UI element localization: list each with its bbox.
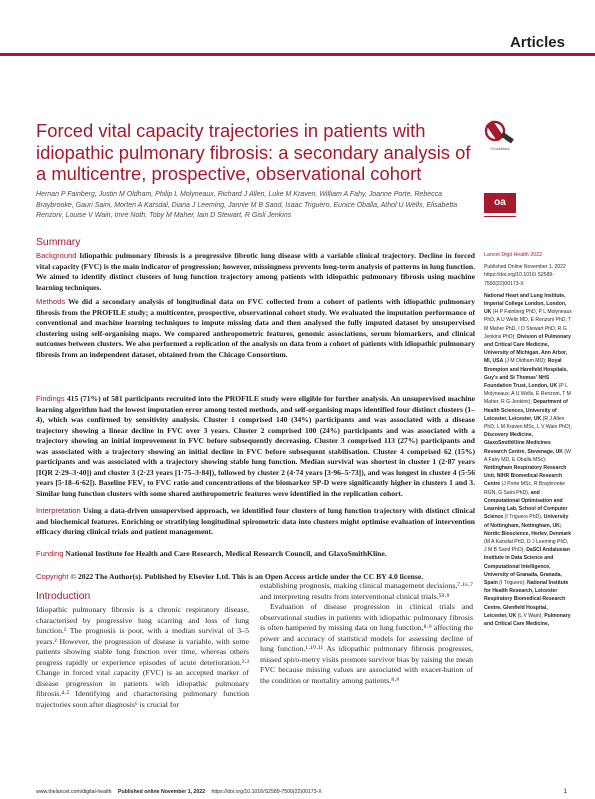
- footer-url[interactable]: www.thelancet.com/digital-health: [36, 789, 112, 795]
- summary-interpretation: [36, 506, 475, 538]
- affiliation-institution: Nottingham Respiratory Research Unit, NIHR Biomedical Research Centre: [484, 465, 567, 488]
- intro-paragraph: establishing prognosis, making clinical management decisions,⁷·¹⁶·⁷ and interpreting results from interventional clinical trials.⁵⁸·⁹: [260, 581, 473, 601]
- page-footer: [36, 789, 536, 795]
- article-sidebar: [484, 251, 572, 632]
- background-label: Background: [36, 251, 77, 260]
- introduction-left-column: [36, 605, 249, 710]
- findings-text: 415 (71%) of 581 participants recruited into the PROFILE study were eligible for further analysis. An unsupervised machine learning algorithm had the lowest imputation error among tested methods, and self-organising maps identified four distinct clusters (1–4), which was confirmed by sensitivity analysis. Cluster 1 comprised 140 (34%) participants and was associated with a disease trajectory showing a linear decline in FVC over 3 years. Cluster 2 comprised 100 (24%) participants and was associated with a trajectory showing an initial improvement in FVC before subsequently decreasing. Cluster 3 comprised 113 (27%) participants and was associated with a trajectory showing an initial decline in FVC before subsequent stabilisation. Cluster 4 comprised 62 (15%) participants and was associated with a trajectory showing stable lung function. Median survival was shortest in cluster 1 (2·87 years [IQR 2·29–3·40]) and cluster 3 (2·23 years [1·75–3·84]), followed by cluster 2 (4·74 years [3·96–5·73]), and was longest in cluster 4 (5·56 years [5·18–6·62]). Baseline FEV₁ to FVC ratio and concentrations of the biomarker SP-D were significantly higher in clusters 1 and 3. Similar lung function clusters with some shared anthropometric features were identified in the replication cohort.: [36, 394, 475, 498]
- sidebar-publication[interactable]: Published Online November 1, 2022 https://doi.org/10.1016/ S2589-7500(22)00173-X: [484, 264, 566, 287]
- summary-methods: [36, 297, 475, 360]
- introduction-right-column: [260, 581, 473, 686]
- badge-rule: [484, 216, 516, 217]
- affiliation-institution: University of Nottingham, Nottingham, UK; Nordic Bioscience, Herlev, Denmark: [484, 514, 572, 537]
- intro-paragraph: Idiopathic pulmonary fibrosis is a chronic respiratory disease, characterised by progressive lung scarring and loss of lung function.¹ The prognosis is poor, with a median survival of 3–5 years.² However, the progression of disease is variable, with some patients showing stable lung function over time, whereas others progress rapidly or experience episodes of acute deterioration.²·³ Change in forced vital capacity (FVC) is an accepted marker of disease progression in patients with idiopathic pulmonary fibrosis.⁴·⁵ Identifying and characterising pulmonary function trajectories soon after diagnosis⁶ is crucial for: [36, 605, 249, 709]
- affiliation-people: (R J Allen PhD, L M Kraven MSc, L V Wain PhD);: [484, 415, 572, 431]
- summary-funding: [36, 549, 475, 560]
- summary-heading: Summary: [36, 237, 81, 248]
- affiliation-institution: Pulmonary and Critical Care Medicine,: [484, 612, 571, 627]
- affiliation-institution: Royal Brompton and Harefield Hospitals, Guy's and St Thomas' NHS Foundation Trust, London, UK: [484, 358, 568, 390]
- interpretation-label: Interpretation: [36, 506, 81, 515]
- article-title: Forced vital capacity trajectories in patients with idiopathic pulmonary fibrosis: a secondary analysis of a multicentre, prospective, observational cohort: [36, 120, 471, 185]
- affiliation-people: (L V Wain);: [516, 612, 543, 619]
- affiliation-people: (J M Oldham MD);: [503, 358, 547, 365]
- affiliation-institution: Division of Pulmonary and Critical Care Medicine, University of Michigan, Ann Arbor, MI, USA: [484, 333, 571, 365]
- interpretation-text: Using a data-driven unsupervised approach, we identified four clusters of lung function trajectory with distinct clinical and biochemical features. Enriching or stratifying longitudinal spirometric data into clusters might optimise evaluation of intervention efficacy during clinical trials and patient management.: [36, 506, 475, 537]
- affiliation-people: (I Triguero);: [497, 579, 526, 586]
- methods-label: Methods: [36, 297, 66, 306]
- footer-doi[interactable]: https://doi.org/10.1016/S2589-7500(22)00173-X: [211, 789, 322, 795]
- affiliation-people: (I Triguero PhD),: [503, 514, 543, 521]
- funding-label: Funding: [36, 549, 64, 558]
- affiliation-people: (W A Fahy MD, E Oballa MSc);: [484, 448, 571, 463]
- section-label: Articles: [509, 34, 565, 51]
- affiliation-institution: Department of Health Sciences, University of Leicester, Leicester, UK: [484, 399, 568, 422]
- methods-text: We did a secondary analysis of longitudinal data on FVC collected from a cohort of patients with idiopathic pulmonary fibrosis from the PROFILE study; a multicentre, prospective, observational cohort study. We evaluated the imputation performance of conventional and machine learning techniques to impute missing data and then analysed the fully imputed dataset by unsupervised clustering using self-organising maps. We compared anthropometric features, genomic associations, serum biomarkers, and clinical outcomes between clusters. We also performed a replication of the analysis on data from a cohort of patients with idiopathic pulmonary fibrosis from an independent dataset, obtained from the Chicago Consortium.: [36, 297, 475, 359]
- introduction-heading: Introduction: [36, 591, 91, 602]
- affiliation-people: (H P Fainberg PhD, P L Molyneaux PhD, A U Wells MD, E Renzoni PhD, T M Maher PhD, I D Stewart PhD, R G Jenkins PhD);: [484, 309, 572, 340]
- summary-findings: [36, 394, 475, 499]
- background-text: Idiopathic pulmonary fibrosis is a progressive fibrotic lung disease with a variable clinical trajectory. Decline in forced vital capacity (FVC) is the main indicator of progression; however, missingness prevents long-term analysis of patterns in lung function. We aimed to identify distinct clusters of lung function trajectory among patients with idiopathic pulmonary fibrosis using machine learning techniques.: [36, 251, 475, 292]
- crossmark-label: CrossMark: [490, 146, 510, 151]
- affiliation-institution: National Institute for Health Research, Leicester Respiratory Biomedical Research Centre, Glenfield Hospital, Leicester, UK: [484, 579, 569, 619]
- intro-paragraph: Evaluation of disease progression in clinical trials and observational studies in patients with idiopathic pulmonary fibrosis is often hampered by missing data on lung function,⁸·⁹ affecting the power and accuracy of statistical models for assessing decline of lung function.¹·¹⁰·¹¹ As idiopathic pulmonary fibrosis progresses, missed spiro-metry visits promote survivor bias by raising the mean FVC because missing values are associated with exacer-bation of the condition or mortality among patients.⁸·⁹: [260, 602, 473, 685]
- affiliation-institution: DaSCI Andalusian Institute in Data Science and Computational Intelligence, University of Granada, Granada, Spain: [484, 547, 570, 586]
- copyright-text: © 2022 The Author(s). Published by Elsevier Ltd. This is an Open Access article under the CC BY 4.0 license.: [68, 572, 424, 581]
- findings-label: Findings: [36, 394, 65, 403]
- affiliation-people: (P L Molyneaux, A U Wells, E Renzoni, T M Maher, R G Jenkins);: [484, 383, 571, 406]
- page-number: 1: [563, 788, 567, 795]
- summary-background: [36, 251, 475, 293]
- open-access-badge: oa: [484, 193, 516, 213]
- affiliation-people: (J Porte MSc, R Braybrooke RGN, G Saini PhD),: [484, 481, 565, 496]
- author-list: Hernan P Fainberg, Justin M Oldham, Philip L Molyneaux, Richard J Allen, Luke M Kraven, William A Fahy, Joanne Porte, Rebecca Braybrooke, Gauri Saini, Morten A Karsdal, Diana J Leeming, Jannie M B Sand, Isaac Triguero, Eunice Oballa, Athol U Wells, Elisabetta Renzoni, Louise V Wain, Imre Noth, Toby M Maher, Iain D Stewart, R Gisli Jenkins: [36, 191, 458, 220]
- affiliation-institution: and Computational Optimisation and Learning Lab, School of Computer Science: [484, 489, 568, 521]
- affiliation-institution: National Heart and Lung Institute, Imperial College London, London, UK: [484, 292, 567, 316]
- affiliation-people: (M A Karsdal PhD, D J Leeming PhD, J M B Sand PhD);: [484, 538, 569, 554]
- affiliation-institution: Discovery Medicine, GlaxoSmithKline Medicines Research Centre, Stevenage, UK: [484, 432, 563, 455]
- sidebar-journal-date: Lancet Digit Health 2022: [484, 252, 543, 258]
- footer-published: Published online November 1, 2022: [118, 789, 206, 795]
- header-rule: [0, 53, 595, 56]
- funding-text: National Institute for Health and Care Research, Medical Research Council, and GlaxoSmithKline.: [63, 549, 387, 558]
- sidebar-affiliations: [484, 292, 572, 628]
- copyright-label: Copyright: [36, 572, 69, 581]
